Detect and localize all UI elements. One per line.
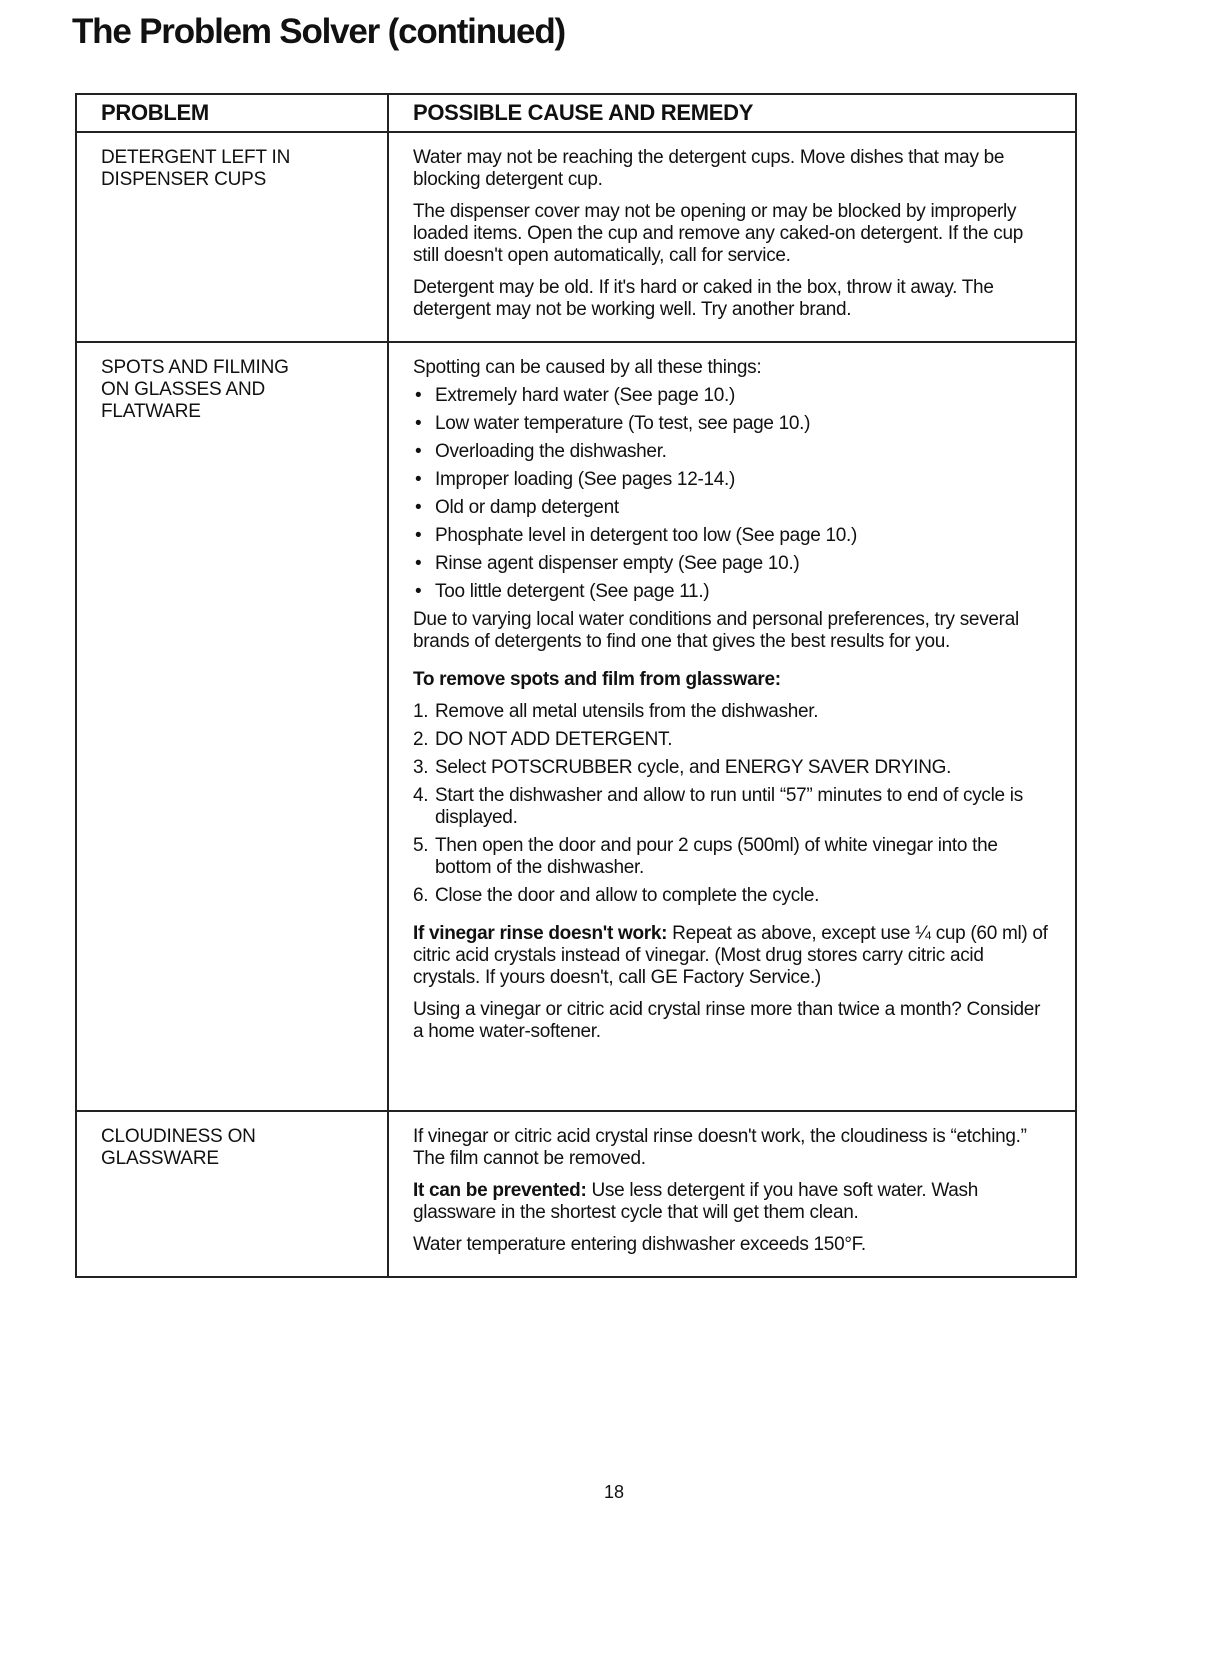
step-text: Start the dishwasher and allow to run until “57” minutes to end of cycle is displayed. [435, 785, 1023, 828]
paragraph-text: Repeat as above, except use ¼ cup (60 ml) of citric acid crystals instead of vinegar. (Most drug stores carry citric acid crystals. If yours doesn't, call GE Factory Service.) [413, 923, 1048, 988]
step-number: 2. [413, 729, 429, 750]
problem-line: CLOUDINESS ON [101, 1126, 256, 1147]
remedy-paragraph: Water may not be reaching the detergent cups. Move dishes that may be blocking detergent cup. [413, 147, 1005, 190]
problem-line: FLATWARE [101, 401, 201, 422]
page-number: 18 [604, 1482, 625, 1502]
remedy-paragraph [413, 923, 1051, 989]
remedy-cell [388, 132, 1076, 342]
remedy-paragraph [413, 1180, 1051, 1224]
remedy-paragraph: If vinegar or citric acid crystal rinse doesn't work, the cloudiness is “etching.” The film cannot be removed. [413, 1126, 1027, 1169]
step-number: 4. [413, 785, 429, 806]
step-item [413, 729, 1051, 751]
problem-solver-table [75, 93, 1077, 1278]
remedy-paragraph: Water temperature entering dishwasher exceeds 150°F. [413, 1234, 866, 1255]
step-text: Close the door and allow to complete the cycle. [435, 885, 820, 906]
remedy-paragraph: The dispenser cover may not be opening or may be blocked by improperly loaded items. Open the cup and remove any caked-on detergent. If the cup still doesn't open automatically, call for service. [413, 201, 1024, 266]
list-item: • Phosphate level in detergent too low (See page 10.) [413, 525, 1051, 547]
list-item: • Overloading the dishwasher. [413, 441, 1051, 463]
list-item: • Extremely hard water (See page 10.) [413, 385, 1051, 407]
header-problem: PROBLEM [101, 100, 209, 125]
steps-heading: To remove spots and film from glassware: [413, 669, 781, 690]
problem-line: DETERGENT LEFT IN [101, 147, 291, 168]
list-item: • Improper loading (See pages 12-14.) [413, 469, 1051, 491]
paragraph-text: Use less detergent if you have soft water. Wash glassware in the shortest cycle that will get them clean. [413, 1180, 978, 1223]
list-item: • Rinse agent dispenser empty (See page 10.) [413, 553, 1051, 575]
table-row [76, 132, 1076, 342]
step-item [413, 885, 1051, 907]
problem-cell [76, 1111, 388, 1277]
table-row [76, 342, 1076, 1111]
step-text: Select POTSCRUBBER cycle, and ENERGY SAVER DRYING. [435, 757, 952, 778]
problem-line: ON GLASSES AND [101, 379, 266, 400]
remedy-paragraph: Due to varying local water conditions and personal preferences, try several brands of detergents to find one that gives the best results for you. [413, 609, 1019, 652]
header-remedy: POSSIBLE CAUSE AND REMEDY [413, 100, 754, 125]
step-text: Then open the door and pour 2 cups (500ml) of white vinegar into the bottom of the dishwasher. [435, 835, 998, 878]
remedy-cell [388, 1111, 1076, 1277]
table-header-row [76, 94, 1076, 132]
problem-line: SPOTS AND FILMING [101, 357, 289, 378]
causes-list [413, 385, 1051, 603]
step-text: DO NOT ADD DETERGENT. [435, 729, 673, 750]
step-number: 3. [413, 757, 429, 778]
problem-cell [76, 342, 388, 1111]
steps-list [413, 701, 1051, 907]
step-number: 1. [413, 701, 429, 722]
problem-line: DISPENSER CUPS [101, 169, 267, 190]
list-item: • Low water temperature (To test, see page 10.) [413, 413, 1051, 435]
problem-line: GLASSWARE [101, 1148, 219, 1169]
step-text: Remove all metal utensils from the dishwasher. [435, 701, 819, 722]
list-item: • Too little detergent (See page 11.) [413, 581, 1051, 603]
step-number: 5. [413, 835, 429, 856]
page-title: The Problem Solver (continued) [72, 12, 565, 51]
remedy-cell [388, 342, 1076, 1111]
remedy-paragraph: Using a vinegar or citric acid crystal rinse more than twice a month? Consider a home water-softener. [413, 999, 1041, 1042]
step-number: 6. [413, 885, 429, 906]
list-item: • Old or damp detergent [413, 497, 1051, 519]
bold-lead: It can be prevented: [413, 1180, 587, 1201]
remedy-intro: Spotting can be caused by all these things: [413, 357, 762, 378]
remedy-paragraph: Detergent may be old. If it's hard or caked in the box, throw it away. The detergent may not be working well. Try another brand. [413, 277, 994, 320]
problem-cell [76, 132, 388, 342]
table-row [76, 1111, 1076, 1277]
step-item [413, 757, 1051, 779]
bold-lead: If vinegar rinse doesn't work: [413, 923, 668, 944]
step-item [413, 785, 1051, 829]
step-item [413, 701, 1051, 723]
step-item [413, 835, 1051, 879]
